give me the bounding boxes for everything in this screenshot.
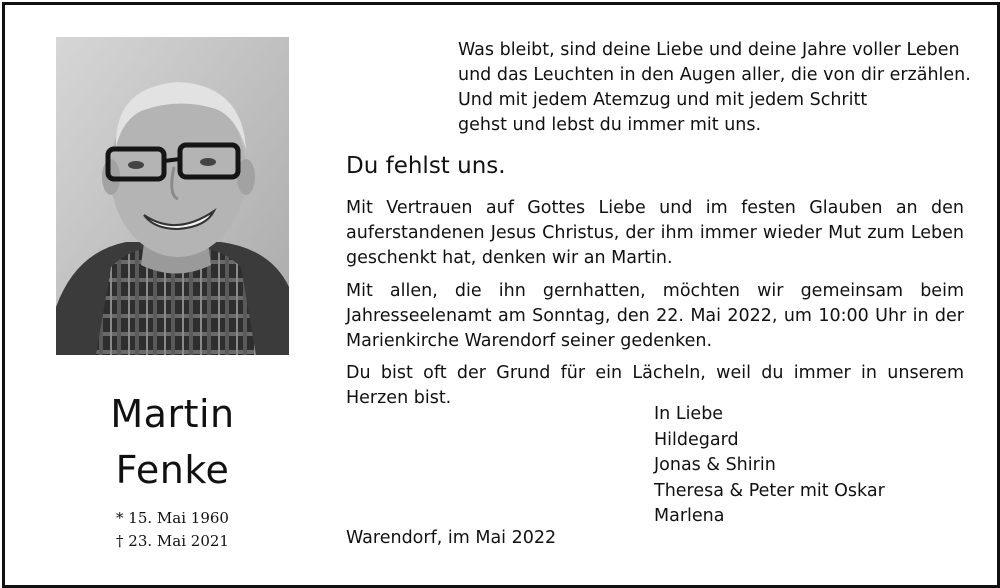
paragraph-service: Mit allen, die ihn gernhatten, möchten wir gemeinsam beim Jahresseelenamt am Sonntag, den 22. Mai 2022, um 10:00 Uhr in der Marienkirche Warendorf seiner gedenken. bbox=[346, 281, 964, 351]
birth-date: * 15. Mai 1960 bbox=[116, 509, 229, 527]
place-date: Warendorf, im Mai 2022 bbox=[346, 528, 557, 548]
poem-line: und das Leuchten in den Augen aller, die von dir erzählen. bbox=[458, 65, 971, 85]
death-date: † 23. Mai 2021 bbox=[116, 532, 229, 550]
notice-heading: Du fehlst uns. bbox=[346, 153, 506, 179]
portrait-illustration bbox=[56, 37, 289, 355]
paragraph-smile: Du bist oft der Grund für ein Lächeln, weil du immer in unserem Herzen bist. bbox=[346, 363, 964, 408]
signer-line: Jonas & Shirin bbox=[654, 455, 776, 475]
portrait-photo bbox=[56, 37, 289, 355]
signer-line: Theresa & Peter mit Oskar bbox=[654, 480, 885, 501]
poem-line: Und mit jedem Atemzug und mit jedem Schritt bbox=[458, 90, 868, 110]
signer-line: Marlena bbox=[654, 506, 725, 526]
signer-line: Hildegard bbox=[654, 429, 739, 450]
signers-list bbox=[654, 402, 885, 530]
poem-line: gehst und lebst du immer mit uns. bbox=[458, 115, 762, 135]
memorial-poem bbox=[458, 38, 978, 138]
paragraph-faith: Mit Vertrauen auf Gottes Liebe und im festen Glauben an den auferstandenen Jesus Christus, der ihm immer wieder Mut zum Leben geschenkt hat, denken wir an Martin. bbox=[346, 198, 964, 268]
poem-line: Was bleibt, sind deine Liebe und deine Jahre voller Leben bbox=[458, 40, 960, 60]
signer-line: In Liebe bbox=[654, 404, 724, 424]
deceased-first-name: Martin bbox=[110, 392, 235, 436]
deceased-last-name: Fenke bbox=[115, 448, 230, 492]
